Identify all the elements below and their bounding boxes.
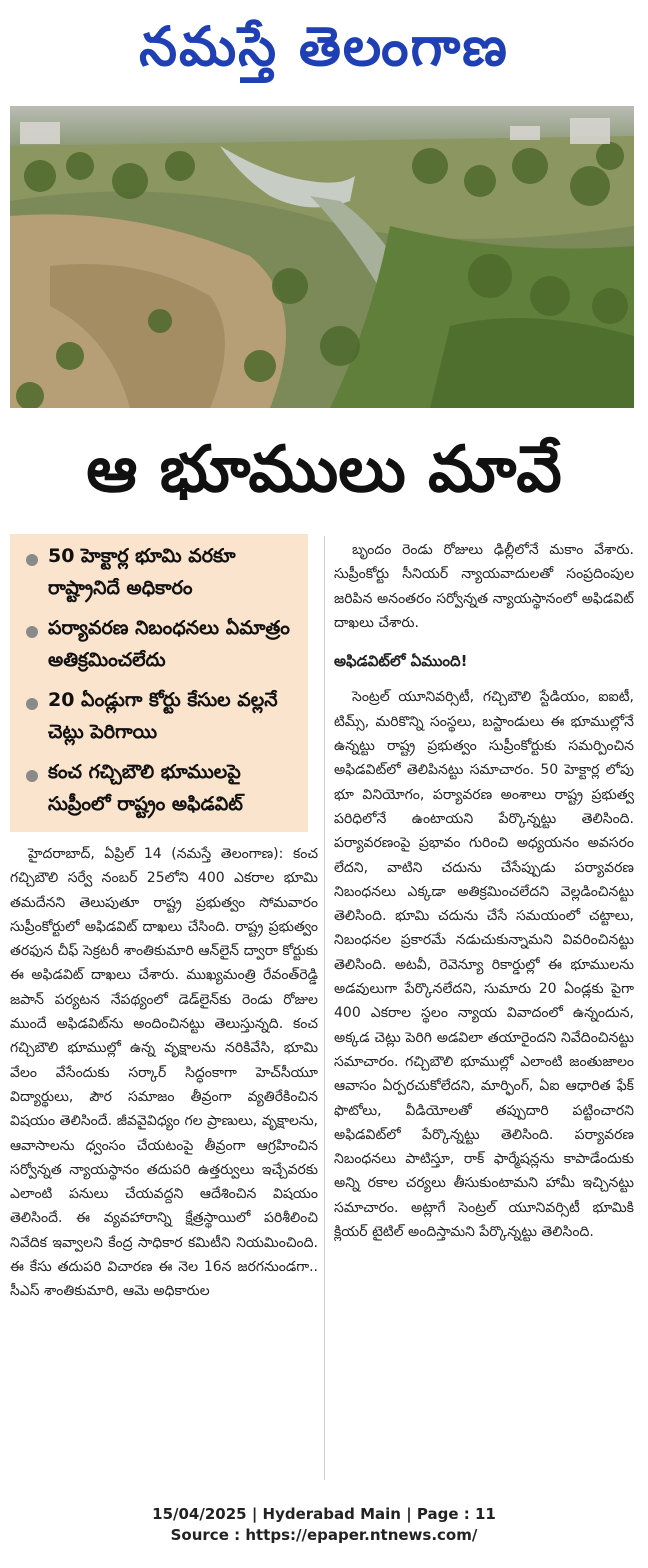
- highlight-item: [20, 540, 300, 604]
- source-link[interactable]: Source : https://epaper.ntnews.com/: [170, 1526, 478, 1544]
- article-paragraph: హైదరాబాద్, ఏప్రిల్ 14 (నమస్తే తెలంగాణ): కంచ గచ్చిబౌలి సర్వే నంబర్ 25లోని 400 ఎకరాల భూమి తమదేనని తెలుపుతూ రాష్ట్ర ప్రభుత్వం సోమవారం సుప్రీంకోర్టులో అఫిడవిట్ దాఖలు చేసింది. రాష్ట్ర ప్రభుత్వం తరఫున చీఫ్ సెక్రటరీ శాంతికుమారి ఆన్‌లైన్ ద్వారా కోర్టుకు ఈ అఫిడవిట్ దాఖలు చేశారు. ముఖ్యమంత్రి రేవంత్‌రెడ్డి జపాన్ పర్యటన నేపథ్యంలో డెడ్‌లైన్‌కు రెండు రోజుల ముందే అఫిడవిట్‌ను అందించినట్టు తెలుస్తున్నది. కంచ గచ్చిబౌలి భూముల్లో ఉన్న వృక్షాలను నరికివేసి, భూమి వేలం వేసేందుకు సర్కార్ సిద్ధంకాగా హెచ్‌సీయూ విద్యార్థులు, పౌర సమాజం తీవ్రంగా వ్యతిరేకించిన విషయం తెలిసిందే. జీవవైవిధ్యం గల ప్రాణులు, వృక్షాలను, ఆవాసాలను ధ్వంసం చేయటంపై తీవ్రంగా ఆగ్రహించిన సర్వోన్నత న్యాయస్థానం తదుపరి ఉత్తర్వులు ఇచ్చేవరకు ఎలాంటి పనులు చేయవద్దని ఆదేశించిన విషయం తెలిసిందే. ఈ వ్యవహారాన్ని క్షేత్రస్థాయిలో పరిశీలించి నివేదిక ఇవ్వాలని కేంద్ర సాధికార కమిటీని నియమించింది. ఈ కేసు తదుపరి విచారణ ఈ నెల 16న జరగనుండగా.. సీఎస్ శాంతికుమారి, ఆమె అధికారుల: [10, 846, 318, 1300]
- highlight-item: [20, 756, 300, 820]
- aerial-photo: [10, 106, 634, 408]
- highlight-text: 50 హెక్టార్ల భూమి వరకూ రాష్ట్రానిదే అధికారం: [48, 545, 236, 599]
- masthead: [0, 0, 648, 100]
- highlight-text: 20 ఏండ్లుగా కోర్టు కేసుల వల్లనే చెట్లు పెరిగాయి: [48, 689, 278, 743]
- article-paragraph: బృందం రెండు రోజులు ఢిల్లీలోనే మకాం వేశారు. సుప్రీంకోర్టు సీనియర్ న్యాయవాదులతో సంప్రదింపుల జరిపిన అనంతరం సర్వోన్నత న్యాయస్థానంలో అఫిడవిట్ దాఖలు చేశారు.: [334, 542, 634, 631]
- highlight-text: కంచ గచ్చిబౌలి భూములపై సుప్రీంలో రాష్ట్రం అఫిడవిట్: [48, 761, 243, 815]
- edition-info: 15/04/2025 | Hyderabad Main | Page : 11: [152, 1505, 496, 1523]
- highlights-box: [10, 534, 308, 832]
- bullet-icon: [26, 554, 38, 566]
- bullet-icon: [26, 770, 38, 782]
- headline: ఆ భూములు మావే: [86, 433, 562, 507]
- highlight-text: పర్యావరణ నిబంధనలు ఏమాత్రం అతిక్రమించలేదు: [48, 617, 290, 671]
- column-divider: [324, 536, 325, 1480]
- footer: [0, 1504, 648, 1546]
- newspaper-title: నమస్తే తెలంగాణ: [139, 15, 509, 78]
- aerial-landscape-image: [10, 106, 634, 408]
- article-column-right: [334, 538, 634, 1488]
- highlight-item: [20, 684, 300, 748]
- article-subheading: అఫిడవిట్‌లో ఏముంది!: [334, 652, 468, 671]
- bullet-icon: [26, 698, 38, 710]
- highlight-item: [20, 612, 300, 676]
- bullet-icon: [26, 626, 38, 638]
- article-column-left: [10, 842, 318, 1482]
- article-paragraph: సెంట్రల్ యూనివర్సిటీ, గచ్చిబౌలి స్టేడియం, ఐఐటీ, టిమ్స్, మరికొన్ని సంస్థలు, బస్టాండులు ఈ భూముల్లోనే ఉన్నట్టు రాష్ట్ర ప్రభుత్వం సుప్రీంకోర్టుకు సమర్పించిన అఫిడవిట్‌లో తెలిపినట్టు సమాచారం. 50 హెక్టార్ల లోపు భూ వినియోగం, పర్యావరణ అంశాలు రాష్ట్ర ప్రభుత్వ పరిధిలోనే ఉంటాయని పేర్కొన్నట్టు తెలిసింది. పర్యావరణంపై ప్రభావం గురించి అధ్యయనం అవసరం లేదని, వాటిని చదును చేసేప్పుడు పర్యావరణ నిబంధనలు ఎక్కడా అతిక్రమించలేదని వెల్లడించినట్టు తెలిసింది. భూమి చదును చేసే సమయంలో చట్టాలు, నిబంధనల ప్రకారమే నడుచుకున్నామని వివరించినట్టు తెలిసింది. అటవీ, రెవెన్యూ రికార్డుల్లో ఈ భూములను అడవులుగా పేర్కొనలేదని, సుమారు 20 ఏండ్లకు పైగా 400 ఎకరాల స్థలం న్యాయ వివాదంలో ఉన్నందున, అక్కడ చెట్లు పెరిగి అడవిలా తయారైందని నివేదించినట్టు సమాచారం. గచ్చిబౌలి భూముల్లో ఎలాంటి జంతుజాలం ఆవాసం ఏర్పరచుకోలేదని, మార్ఫింగ్, ఏఐ ఆధారిత ఫేక్ ఫొటోలు, వీడియోలతో తప్పుదారి పట్టించారని అఫిడవిట్‌లో పేర్కొన్నట్టు తెలిసింది. పర్యావరణ నిబంధనలు పాటిస్తూ, రాక్ ఫార్మేషన్లను కాపాడేందుకు అన్ని రకాల చర్యలు తీసుకుంటామని హామీ ఇచ్చినట్టు సమాచారం. అట్లాగే సెంట్రల్ యూనివర్సిటీ భూమికి క్లియర్ టైటిల్ అందిస్తామని పేర్కొన్నట్టు తెలిసింది.: [334, 689, 634, 1241]
